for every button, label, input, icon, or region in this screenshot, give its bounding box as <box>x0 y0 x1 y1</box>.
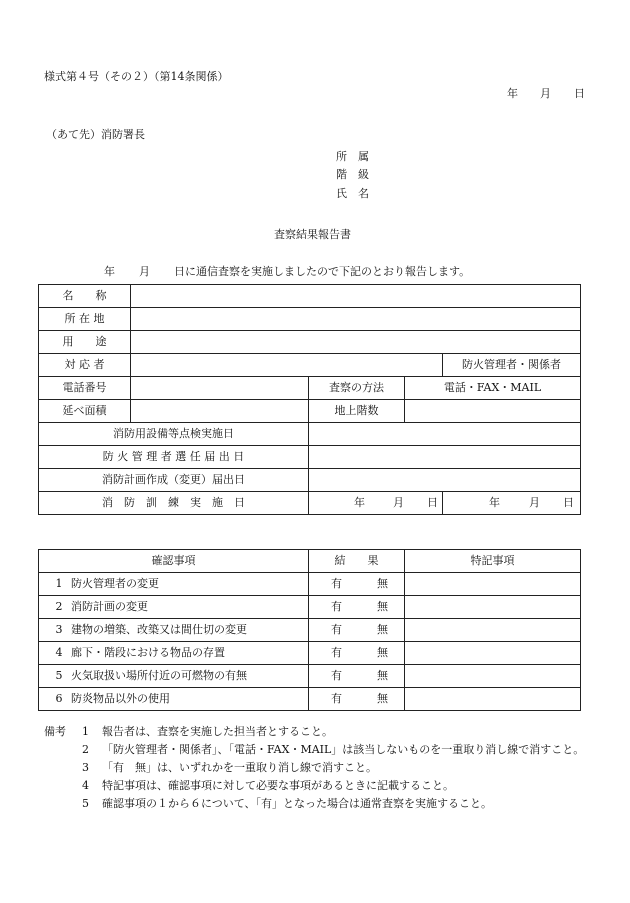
drill-date-label: 消 防 訓 練 実 施 日 <box>39 492 309 515</box>
use-value[interactable] <box>131 331 581 354</box>
check-row-6 <box>39 688 581 711</box>
check-notes-3[interactable] <box>405 619 581 642</box>
check-item-5: 5 火気取扱い場所付近の可燃物の有無 <box>39 665 309 688</box>
method-label: 査察の方法 <box>309 377 405 400</box>
addressee: （あて先）消防署長 <box>46 128 145 141</box>
check-result-6[interactable]: 有 無 <box>309 688 405 711</box>
date-day-label: 日 <box>574 87 585 100</box>
check-result-3[interactable]: 有 無 <box>309 619 405 642</box>
affiliation-char-2: 属 <box>358 150 369 163</box>
row-plan-date <box>39 469 581 492</box>
name-value[interactable] <box>131 285 581 308</box>
check-item-2: 2 消防計画の変更 <box>39 596 309 619</box>
row-phone <box>39 377 581 400</box>
document-title: 査察結果報告書 <box>274 228 351 241</box>
name-char-2: 名 <box>358 187 369 200</box>
check-header-notes: 特記事項 <box>405 550 581 573</box>
phone-value[interactable] <box>131 377 309 400</box>
check-notes-5[interactable] <box>405 665 581 688</box>
drill-date-2[interactable] <box>443 492 581 515</box>
intro-year: 年 <box>104 265 115 278</box>
check-row-5 <box>39 665 581 688</box>
drill-date-1-day: 日 <box>427 496 438 509</box>
row-use <box>39 331 581 354</box>
intro-text: 日に通信査察を実施しましたので下記のとおり報告します。 <box>174 265 471 278</box>
location-value[interactable] <box>131 308 581 331</box>
check-item-1: 1 防火管理者の変更 <box>39 573 309 596</box>
name-label: 名 称 <box>39 285 131 308</box>
remark-5: 5 確認事項の１から６について、「有」となった場合は通常査察を実施すること。 <box>82 797 493 810</box>
drill-date-2-day: 日 <box>563 496 574 509</box>
responder-label: 対 応 者 <box>39 354 131 377</box>
drill-date-1-month: 月 <box>393 496 404 509</box>
phone-label: 電話番号 <box>39 377 131 400</box>
check-table <box>38 549 581 711</box>
row-manager-date <box>39 446 581 469</box>
check-row-2 <box>39 596 581 619</box>
plan-date-label: 消防計画作成（変更）届出日 <box>39 469 309 492</box>
method-option[interactable]: 電話・FAX・MAIL <box>405 377 581 400</box>
drill-date-2-year: 年 <box>489 496 500 509</box>
affiliation-char-1: 所 <box>336 150 347 163</box>
check-notes-4[interactable] <box>405 642 581 665</box>
row-floor-area <box>39 400 581 423</box>
plan-date-value[interactable] <box>309 469 581 492</box>
check-item-6: 6 防炎物品以外の使用 <box>39 688 309 711</box>
remark-2: 2 「防火管理者・関係者」、「電話・FAX・MAIL」は該当しないものを一重取り消し線で消すこと。 <box>82 743 585 756</box>
inspection-date-value[interactable] <box>309 423 581 446</box>
intro-month: 月 <box>139 265 150 278</box>
floors-value[interactable] <box>405 400 581 423</box>
responder-option[interactable]: 防火管理者・関係者 <box>443 354 581 377</box>
drill-date-1[interactable] <box>309 492 443 515</box>
responder-value[interactable] <box>131 354 443 377</box>
inspection-date-label: 消防用設備等点検実施日 <box>39 423 309 446</box>
check-item-3: 3 建物の増築、改築又は間仕切の変更 <box>39 619 309 642</box>
manager-date-value[interactable] <box>309 446 581 469</box>
name-char-1: 氏 <box>336 187 347 200</box>
location-label: 所 在 地 <box>39 308 131 331</box>
row-drill-date <box>39 492 581 515</box>
check-header-item: 確認事項 <box>39 550 309 573</box>
remarks <box>44 723 614 813</box>
row-name <box>39 285 581 308</box>
use-label: 用 途 <box>39 331 131 354</box>
floors-label: 地上階数 <box>309 400 405 423</box>
rank-char-2: 級 <box>358 168 369 181</box>
row-inspection-date <box>39 423 581 446</box>
date-month-label: 月 <box>540 87 551 100</box>
check-result-4[interactable]: 有 無 <box>309 642 405 665</box>
signature-rank <box>336 168 456 182</box>
drill-date-2-month: 月 <box>529 496 540 509</box>
check-notes-2[interactable] <box>405 596 581 619</box>
check-header-row <box>39 550 581 573</box>
check-item-4: 4 廊下・階段における物品の存置 <box>39 642 309 665</box>
remark-1: 備考 1 報告者は、査察を実施した担当者とすること。 <box>44 723 614 741</box>
remark-4: 4 特記事項は、確認事項に対して必要な事項があるときに記載すること。 <box>82 779 454 792</box>
floor-area-label: 延べ面積 <box>39 400 131 423</box>
info-table <box>38 284 581 515</box>
check-row-1 <box>39 573 581 596</box>
row-responder <box>39 354 581 377</box>
check-result-2[interactable]: 有 無 <box>309 596 405 619</box>
remark-3: 3 「有 無」は、いずれかを一重取り消し線で消すこと。 <box>82 761 377 774</box>
check-row-4 <box>39 642 581 665</box>
signature-affiliation <box>336 150 456 164</box>
date-year-label: 年 <box>507 87 518 100</box>
check-row-3 <box>39 619 581 642</box>
manager-date-label: 防 火 管 理 者 選 任 届 出 日 <box>39 446 309 469</box>
remarks-label: 備考 <box>44 725 66 738</box>
row-location <box>39 308 581 331</box>
check-header-result: 結 果 <box>309 550 405 573</box>
floor-area-value[interactable] <box>131 400 309 423</box>
rank-char-1: 階 <box>336 168 347 181</box>
form-id: 様式第４号（その２）（第14条関係） <box>44 70 229 83</box>
check-result-5[interactable]: 有 無 <box>309 665 405 688</box>
signature-name <box>336 187 456 201</box>
check-notes-1[interactable] <box>405 573 581 596</box>
check-result-1[interactable]: 有 無 <box>309 573 405 596</box>
check-notes-6[interactable] <box>405 688 581 711</box>
drill-date-1-year: 年 <box>354 496 365 509</box>
